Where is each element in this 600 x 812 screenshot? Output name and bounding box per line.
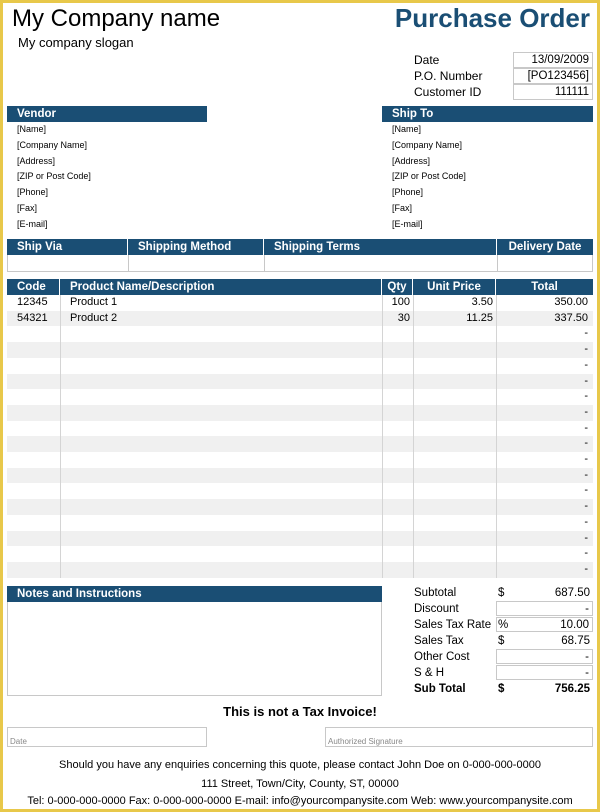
subtotal-currency: $ (498, 587, 505, 599)
item-description (70, 389, 380, 405)
table-row[interactable] (7, 483, 593, 499)
item-code (17, 421, 60, 437)
po-number-field[interactable]: [PO123456] (513, 68, 593, 84)
table-row[interactable] (7, 405, 593, 421)
items-table-body (7, 295, 593, 578)
item-unit-price (413, 515, 493, 531)
item-code (17, 546, 60, 562)
item-unit-price (413, 358, 493, 374)
item-qty (382, 452, 410, 468)
notes-header: Notes and Instructions (7, 586, 382, 602)
customer-id-field[interactable]: 111111 (513, 84, 593, 100)
vendor-email: [E-mail] (17, 218, 48, 229)
item-unit-price (413, 499, 493, 515)
divider (497, 255, 498, 271)
item-total: 350.00 (554, 296, 588, 308)
other-cost-label: Other Cost (414, 651, 470, 663)
item-unit-price (413, 562, 493, 578)
ship-to-header: Ship To (382, 106, 593, 122)
vendor-phone: [Phone] (17, 187, 49, 198)
item-qty (382, 483, 410, 499)
shipping-method-header: Shipping Method (128, 239, 264, 255)
item-qty: 100 (391, 296, 410, 308)
item-total: 337.50 (554, 311, 588, 324)
company-slogan: My company slogan (18, 35, 134, 50)
item-code: 12345 (17, 296, 48, 308)
shipping-terms-header: Shipping Terms (264, 239, 497, 255)
item-code (17, 358, 60, 374)
table-row[interactable] (7, 311, 593, 327)
tax-rate-field[interactable]: 10.00 (496, 617, 593, 632)
vendor-address[interactable] (17, 124, 91, 235)
item-total: - (584, 500, 588, 513)
divider (264, 255, 265, 271)
total-header: Total (531, 281, 558, 293)
item-qty (382, 546, 410, 562)
other-cost-field[interactable]: - (496, 649, 593, 664)
item-unit-price (413, 421, 493, 437)
item-code (17, 483, 60, 499)
item-description: Product 2 (70, 311, 118, 324)
enquiry-text: Should you have any enquiries concerning this quote, please contact John Doe on 0-000-000-0000 (59, 759, 541, 771)
vendor-header: Vendor (7, 106, 207, 122)
tax-rate-percent: % (498, 619, 509, 631)
date-label: Date (414, 53, 440, 67)
subtotal-label: Subtotal (414, 587, 457, 599)
item-unit-price: 3.50 (471, 296, 493, 308)
table-row[interactable] (7, 421, 593, 437)
item-total: - (584, 437, 588, 450)
table-row[interactable] (7, 342, 593, 358)
item-total: - (584, 531, 588, 544)
item-code (17, 374, 60, 390)
item-code (17, 405, 60, 421)
item-code (17, 452, 60, 468)
company-address: 111 Street, Town/City, County, ST, 00000 (201, 778, 399, 790)
item-qty (382, 436, 410, 452)
item-qty: 30 (397, 311, 410, 324)
items-header-row (7, 279, 593, 295)
item-description (70, 421, 380, 437)
item-unit-price (413, 531, 493, 547)
item-qty (382, 499, 410, 515)
delivery-date-header: Delivery Date (508, 241, 582, 253)
table-row[interactable] (7, 515, 593, 531)
qty-header: Qty (382, 279, 413, 295)
table-row[interactable] (7, 452, 593, 468)
date-field[interactable]: 13/09/2009 (513, 52, 593, 68)
vendor-fax: [Fax] (17, 202, 38, 213)
item-qty (382, 562, 410, 578)
discount-field[interactable]: - (496, 601, 593, 616)
item-code (17, 499, 60, 515)
item-total: - (584, 468, 588, 481)
item-unit-price (413, 405, 493, 421)
item-qty (382, 468, 410, 484)
subtotal-value: 687.50 (554, 587, 590, 599)
description-header: Product Name/Description (60, 279, 382, 295)
item-total: - (584, 374, 588, 387)
document-title: Purchase Order (394, 3, 590, 33)
item-unit-price (413, 468, 493, 484)
item-unit-price (413, 374, 493, 390)
grand-total-value: 756.25 (554, 683, 590, 695)
divider (413, 295, 414, 578)
table-row[interactable] (7, 499, 593, 515)
item-code: 54321 (17, 311, 48, 324)
shipping-values-row[interactable] (7, 255, 593, 272)
item-unit-price (413, 436, 493, 452)
item-qty (382, 326, 410, 342)
item-qty (382, 342, 410, 358)
ship-to-address[interactable] (392, 124, 466, 235)
divider (382, 295, 383, 578)
divider (60, 295, 61, 578)
item-description (70, 531, 380, 547)
notes-textarea[interactable] (7, 602, 382, 696)
item-unit-price: 11.25 (466, 311, 493, 324)
item-total: - (584, 358, 588, 371)
item-qty (382, 389, 410, 405)
item-unit-price (413, 326, 493, 342)
table-row[interactable] (7, 374, 593, 390)
ship-to-phone: [Phone] (392, 187, 424, 198)
company-contact: Tel: 0-000-000-0000 Fax: 0-000-000-0000 E-mail: info@yourcompanysite.com Web: www.yourcompanysite.com (27, 795, 573, 807)
shipping-header-row (7, 239, 593, 255)
tax-invoice-notice: This is not a Tax Invoice! (223, 704, 377, 719)
ship-to-email: [E-mail] (392, 218, 423, 229)
item-qty (382, 515, 410, 531)
item-total: - (584, 390, 588, 403)
customer-id-label: Customer ID (414, 85, 482, 99)
ship-to-address-line: [Address] (392, 155, 431, 166)
table-row[interactable] (7, 531, 593, 547)
sh-label: S & H (414, 667, 445, 679)
table-row[interactable] (7, 546, 593, 562)
item-description (70, 405, 380, 421)
item-description (70, 342, 380, 358)
signature-date-field[interactable]: Date (7, 727, 207, 747)
item-qty (382, 531, 410, 547)
item-total: - (584, 343, 588, 356)
ship-to-company: [Company Name] (392, 139, 463, 150)
sh-field[interactable]: - (496, 665, 593, 680)
item-description: Product 1 (70, 296, 118, 308)
table-row[interactable] (7, 562, 593, 578)
discount-label: Discount (414, 603, 459, 615)
item-description (70, 374, 380, 390)
item-total: - (584, 547, 588, 560)
item-total: - (584, 327, 588, 340)
vendor-name: [Name] (17, 124, 47, 134)
table-row[interactable] (7, 436, 593, 452)
item-description (70, 546, 380, 562)
item-description (70, 436, 380, 452)
item-unit-price (413, 342, 493, 358)
item-description (70, 562, 380, 578)
item-description (70, 468, 380, 484)
item-qty (382, 374, 410, 390)
item-total: - (584, 421, 588, 434)
item-total: - (584, 515, 588, 528)
company-name: My Company name (12, 5, 221, 32)
item-qty (382, 405, 410, 421)
ship-to-fax: [Fax] (392, 202, 413, 213)
item-total: - (584, 484, 588, 497)
item-code (17, 436, 60, 452)
item-code (17, 389, 60, 405)
divider (496, 295, 497, 578)
vendor-address-line: [Address] (17, 155, 56, 166)
ship-to-zip: [ZIP or Post Code] (392, 171, 466, 182)
authorized-signature-field[interactable]: Authorized Signature (325, 727, 593, 747)
sales-tax-value: 68.75 (561, 635, 590, 647)
unit-price-header: Unit Price (413, 279, 496, 295)
item-description (70, 499, 380, 515)
vendor-company: [Company Name] (17, 139, 88, 150)
item-code (17, 326, 60, 342)
item-unit-price (413, 389, 493, 405)
item-code (17, 468, 60, 484)
item-total: - (584, 562, 588, 575)
ship-via-header: Ship Via (7, 239, 128, 255)
grand-total-label: Sub Total (414, 683, 466, 695)
item-code (17, 562, 60, 578)
vendor-zip: [ZIP or Post Code] (17, 171, 91, 182)
grand-total-currency: $ (498, 683, 505, 695)
sales-tax-currency: $ (498, 635, 505, 647)
item-code (17, 531, 60, 547)
table-row[interactable] (7, 295, 593, 311)
item-total: - (584, 405, 588, 418)
table-row[interactable] (7, 326, 593, 342)
ship-to-name: [Name] (392, 124, 422, 134)
tax-rate-label: Sales Tax Rate (414, 619, 492, 631)
item-code (17, 342, 60, 358)
item-unit-price (413, 452, 493, 468)
sales-tax-label: Sales Tax (414, 635, 464, 647)
divider (128, 255, 129, 271)
table-row[interactable] (7, 358, 593, 374)
item-code (17, 515, 60, 531)
code-header: Code (7, 279, 60, 295)
po-number-label: P.O. Number (414, 69, 483, 83)
item-unit-price (413, 546, 493, 562)
item-unit-price (413, 483, 493, 499)
item-description (70, 515, 380, 531)
item-total: - (584, 453, 588, 465)
table-row[interactable] (7, 468, 593, 484)
item-description (70, 326, 380, 342)
item-qty (382, 421, 410, 437)
item-description (70, 483, 380, 499)
item-description (70, 452, 380, 468)
item-qty (382, 358, 410, 374)
item-description (70, 358, 380, 374)
table-row[interactable] (7, 389, 593, 405)
